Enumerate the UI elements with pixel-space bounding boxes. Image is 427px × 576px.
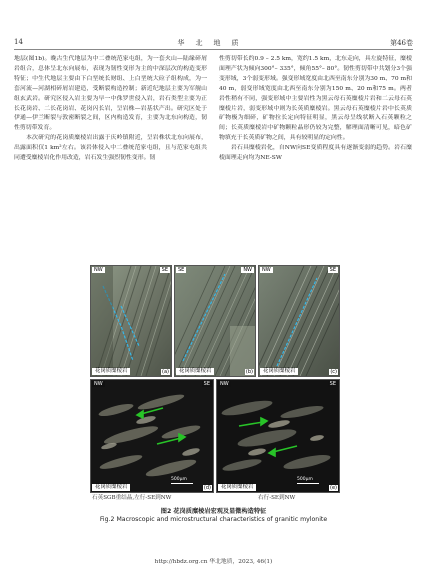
photo-panel-b <box>174 265 256 377</box>
panel-letter: (a) <box>162 369 169 375</box>
right-column <box>219 55 412 258</box>
panel-label: 花岗质糜棱岩 <box>218 484 256 491</box>
paragraph: 性剪切带长约0.9 – 2.5 km，宽约1.5 km，北东走向，具左旋特征，糜棱面理产状为倾向300°– 335°，倾角55°– 80°。韧性剪切带中共划分3个强变形域，3个弱变形域。强变形域宽度由北西至南东分别为30 m、70 m和40 m，弱变形域宽度由北西至南东分别为150 m、20 m和75 m。两者岩性稍有不同，强变形域中主要岩性为黑云母石英糜棱片岩和二云母石英糜棱片岩，弱变形域中则为长英质糜棱岩。黑云母石英糜棱片岩中长英质矿物极为细碎，矿物拉长定向特征明显，黑云母呈线状断入石英颗粒之间；长英质糜棱岩中矿物颗粒晶形仍较为完整，解理面清晰可见，暗色矿物填充于长英质矿物之间，具有较明显的定向性。 <box>219 56 412 142</box>
panel-label: 花岗质糜棱岩 <box>92 368 130 375</box>
orientation-se: SE <box>329 381 336 387</box>
page-number: 14 <box>14 38 23 46</box>
panel-letter: (b) <box>245 369 253 375</box>
figure-caption-english: Fig.2 Macroscopic and microstructural characteristics of granitic mylonite <box>99 516 328 523</box>
orientation-nw: NW <box>262 267 271 273</box>
orientation-nw: NW <box>94 267 103 273</box>
photo-panel-c <box>258 265 340 377</box>
orientation-se: SE <box>203 381 210 387</box>
scale-bar <box>297 483 319 484</box>
orientation-se: SE <box>161 267 168 273</box>
orientation-nw: NW <box>220 381 229 387</box>
outcrop-photo <box>175 266 255 376</box>
scale-bar <box>171 483 193 484</box>
scale-label: 500μm <box>297 477 313 482</box>
panel-label: 花岗质糜棱岩 <box>92 484 130 491</box>
scale-label: 500μm <box>171 477 187 482</box>
sub-caption-left: 石英SGB重结晶,左行-SE到NW <box>92 495 172 501</box>
orientation-nw: NW <box>243 267 252 273</box>
paragraph: 本次研究的花岗质糜棱岩出露于庆岭镇附近，呈岩株状北东向展布，出露面积仅1 km²左右。该岩体侵入中二叠统范家屯组，且与范家屯组共同遭受糜棱岩化作用改造，岩石发生强烈韧性变形。韧 <box>14 135 207 162</box>
micrograph-photo <box>217 380 339 492</box>
volume-number: 第46卷 <box>390 39 413 47</box>
orientation-se: SE <box>178 267 185 273</box>
orientation-nw: NW <box>94 381 103 387</box>
micrograph-photo <box>91 380 213 492</box>
orientation-se: SE <box>329 267 336 273</box>
paragraph: 地层(图1b)。晚古生代地层为中二叠统范家屯组，为一套火山—陆缘碎屑岩组合，总体呈北东向展布，表现为韧性变形为主的中深层次的构造变形特征；中生代地层主要由下白垩统长财组、上白垩统大砬子组构成，为一套河流—河湖相碎屑岩建造，受断裂构造控制；新近纪地层主要为军舰山组玄武岩。研究区侵入岩主要为早一中侏罗世侵入岩，岩石类型主要为正长花岗岩、二长花岗岩、花岗闪长岩，呈岩株—岩基状产出。研究区处于伊通—伊兰断裂与敦密断裂之间，区内构造发育，主要为北东向构造，韧性剪切带发育。 <box>14 56 207 132</box>
journal-title: 华北地质 <box>177 39 250 47</box>
figure-2 <box>90 265 338 495</box>
panel-letter: (d) <box>203 485 211 491</box>
sub-caption-right: 右行-SE到NW <box>258 495 296 501</box>
outcrop-photo <box>91 266 171 376</box>
paragraph: 岩石具糜棱岩化，自NW向SE变质程度具有逐渐变弱的趋势。岩石糜棱面理走向均为NE-SW <box>219 145 412 162</box>
running-header <box>14 36 413 50</box>
micrograph-panel-d <box>90 379 214 493</box>
left-column <box>14 55 207 258</box>
panel-letter: (c) <box>330 369 337 375</box>
panel-letter: (e) <box>330 485 337 491</box>
photo-panel-a <box>90 265 172 377</box>
panel-label: 花岗质糜棱岩 <box>260 368 298 375</box>
panel-label: 花岗质糜棱岩 <box>176 368 214 375</box>
page-footer: http://hbdz.org.cn 华北地质，2023, 46(1) <box>154 559 273 565</box>
figure-caption-chinese: 图2 花岗质糜棱岩宏观及显微构造特征 <box>160 508 267 515</box>
outcrop-photo <box>259 266 339 376</box>
micrograph-panel-e <box>216 379 340 493</box>
